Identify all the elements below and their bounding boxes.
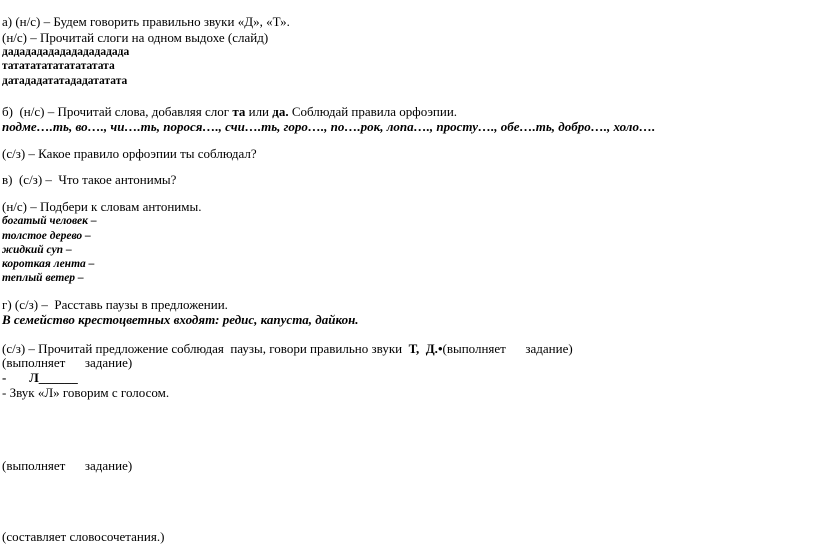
syllable-row-data: датададататададататата — [2, 75, 128, 87]
antonym-phrase: короткая лента – — [2, 258, 95, 270]
syllable-row-ta: тататататататататата — [2, 60, 115, 72]
section-g-sentence: В семейство крестоцветных входят: редис, капуста, дайкон. — [2, 312, 359, 327]
read-suffix: (выполняет задание) — [442, 341, 573, 356]
antonym-phrase: теплый ветер – — [2, 272, 84, 284]
read-sentence-instruction — [2, 341, 573, 356]
section-b-instruction — [2, 104, 457, 119]
compose-phrases: (составляет словосочетания.) — [2, 529, 165, 544]
section-a-instruction: (н/с) – Прочитай слоги на одном выдохе (слайд) — [2, 30, 269, 45]
performs-task-1: (выполняет задание) — [2, 355, 133, 370]
section-a-heading: а) (н/с) – Будем говорить правильно звуки «Д», «Т». — [2, 14, 290, 29]
section-b-prefix: б) (н/с) – Прочитай слова, добавляя слог — [2, 104, 233, 119]
section-v-question: в) (с/з) – Что такое антонимы? — [2, 172, 177, 187]
antonym-phrase: жидкий суп – — [2, 244, 72, 256]
section-b-suffix: Соблюдай правила орфоэпии. — [288, 104, 458, 119]
sound-l-note: - Звук «Л» говорим с голосом. — [2, 385, 170, 400]
section-b-words: подме….ть, во…., чи….ть, порося…., счи….ть, горо…., по….рок, лопа…., просту…., обе….ть, добро…., холо…. — [2, 119, 656, 134]
l-dash-line: - Л______ — [2, 370, 78, 385]
syllable-da: да. — [272, 104, 289, 119]
syllable-row-da: дадададададададададада — [2, 46, 130, 58]
antonym-phrase: толстое дерево – — [2, 230, 91, 242]
section-b-or: или — [245, 104, 273, 119]
section-v-task: (н/с) – Подбери к словам антонимы. — [2, 199, 202, 214]
section-g-task: г) (с/з) – Расставь паузы в предложении. — [2, 297, 228, 312]
read-prefix: (с/з) – Прочитай предложение соблюдая паузы, говори правильно звуки — [2, 341, 409, 356]
antonym-phrase: богатый человек – — [2, 215, 97, 227]
bullet-icon: • — [437, 341, 443, 356]
syllable-ta: та — [232, 104, 246, 119]
section-b-question: (с/з) – Какое правило орфоэпии ты соблюдал? — [2, 146, 257, 161]
performs-task-2: (выполняет задание) — [2, 458, 133, 473]
read-sounds: Т, Д. — [408, 341, 438, 356]
